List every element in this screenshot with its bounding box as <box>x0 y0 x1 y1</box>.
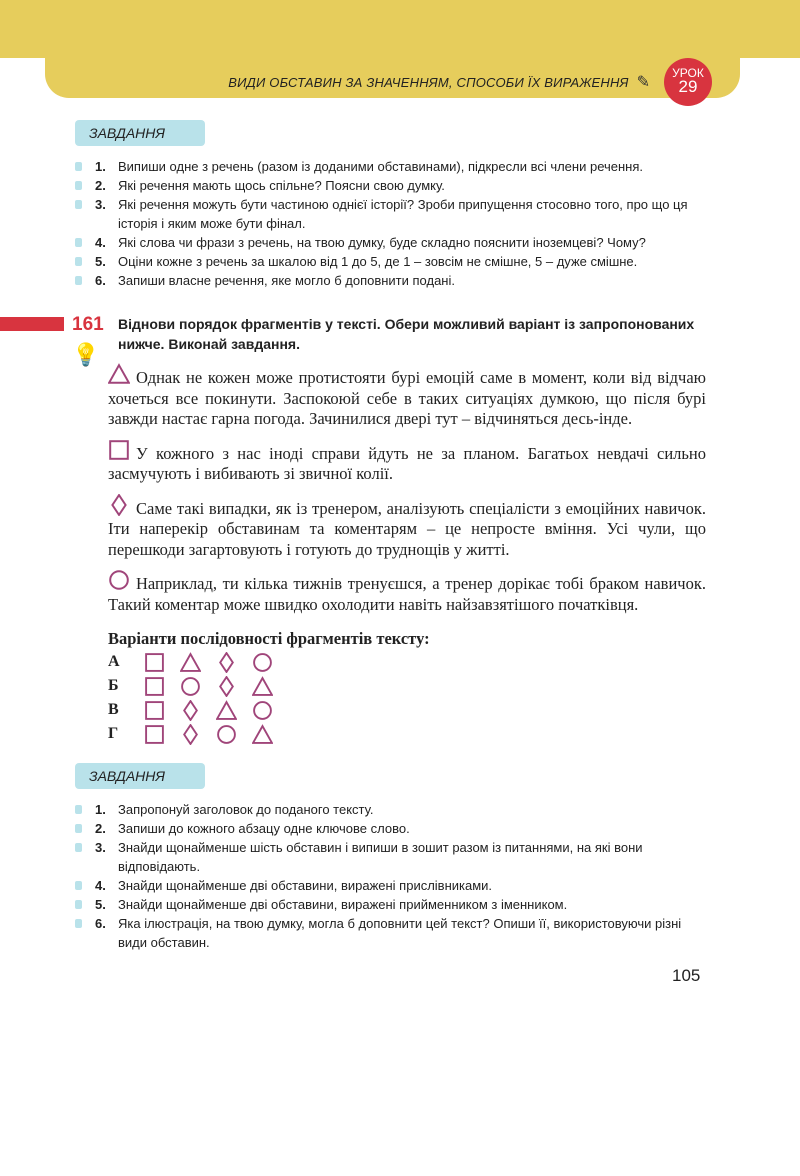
page-content <box>0 120 800 986</box>
variants <box>0 651 800 745</box>
variant-2[interactable] <box>108 675 800 697</box>
task-number: 5. <box>95 897 106 912</box>
triangle-icon <box>252 676 273 697</box>
task-number: 2. <box>95 178 106 193</box>
variant-letter: А <box>108 653 120 670</box>
task-number: 1. <box>95 159 106 174</box>
task-number: 6. <box>95 273 106 288</box>
circle-icon <box>252 700 273 721</box>
tasks-list-2 <box>75 800 707 952</box>
variant-4[interactable] <box>108 723 800 745</box>
task-item <box>75 176 707 195</box>
exercise-161 <box>0 314 800 745</box>
task-item <box>75 252 707 271</box>
task-item <box>75 800 707 819</box>
square-icon <box>144 652 165 673</box>
task-text: Запропонуй заголовок до поданого тексту. <box>118 802 374 817</box>
exercise-marker <box>0 317 64 331</box>
task-item <box>75 838 707 876</box>
variant-letter: Г <box>108 725 119 742</box>
fragment-square <box>108 439 706 485</box>
variant-letter: В <box>108 701 119 718</box>
task-text: Випиши одне з речень (разом із доданими обставинами), підкресли всі члени речення. <box>118 159 644 174</box>
task-item <box>75 195 707 233</box>
task-text: Які речення можуть бути частиною однієї історії? Зроби припущення стосовно того, про що ця історія і яким може бути фінал. <box>118 197 688 231</box>
task-number: 4. <box>95 235 106 250</box>
task-text: Оціни кожне з речень за шкалою від 1 до 5, де 1 – зовсім не смішне, 5 – дуже смішне. <box>118 254 638 269</box>
task-text: Знайди щонайменше дві обставини, виражені прислівниками. <box>118 878 493 893</box>
task-number: 3. <box>95 840 106 855</box>
variant-1[interactable] <box>108 651 800 673</box>
page-number: 105 <box>672 966 701 985</box>
task-text: Знайди щонайменше дві обставини, виражені прийменником з іменником. <box>118 897 568 912</box>
fragment-circle <box>108 569 706 615</box>
fragment-text: У кожного з нас іноді справи йдуть не за планом. Багатьох невдачі сильно засмучують і вибивають зі звичної колії. <box>108 443 706 483</box>
fragment-diamond <box>108 494 706 561</box>
lesson-badge <box>664 58 712 106</box>
triangle-icon <box>108 363 130 385</box>
task-text: Знайди щонайменше шість обставин і випиши в зошит разом із питаннями, на які вони відповідають. <box>118 840 643 874</box>
task-text: Яка ілюстрація, на твою думку, могла б доповнити цей текст? Опиши її, використовуючи різні види обставин. <box>118 916 682 950</box>
fragment-triangle <box>108 363 706 430</box>
diamond-icon <box>180 724 201 745</box>
lesson-number: 29 <box>678 77 698 96</box>
pencil-icon: ✎ <box>636 74 650 91</box>
square-icon <box>108 439 130 461</box>
triangle-icon <box>180 652 201 673</box>
fragments <box>0 363 800 615</box>
diamond-icon <box>108 494 130 516</box>
variant-letter: Б <box>108 677 119 694</box>
task-number: 1. <box>95 802 106 817</box>
triangle-icon <box>216 700 237 721</box>
task-number: 3. <box>95 197 106 212</box>
task-item <box>75 233 707 252</box>
task-text: Які речення мають щось спільне? Поясни свою думку. <box>118 178 445 193</box>
task-item <box>75 271 707 290</box>
task-number: 6. <box>95 916 106 931</box>
task-item <box>75 157 707 176</box>
square-icon <box>144 700 165 721</box>
variants-title: Варіанти послідовності фрагментів тексту: <box>108 629 430 648</box>
circle-icon <box>180 676 201 697</box>
task-item <box>75 895 707 914</box>
circle-icon <box>252 652 273 673</box>
task-number: 5. <box>95 254 106 269</box>
diamond-icon <box>216 652 237 673</box>
circle-icon <box>108 569 130 591</box>
tasks-heading-2: ЗАВДАННЯ <box>75 763 205 789</box>
variant-3[interactable] <box>108 699 800 721</box>
tasks-list <box>75 157 707 290</box>
square-icon <box>144 724 165 745</box>
task-item <box>75 876 707 895</box>
task-text: Які слова чи фрази з речень, на твою думку, буде складно пояснити іноземцеві? Чому? <box>118 235 646 250</box>
fragment-text: Наприклад, ти кілька тижнів тренуєшся, а тренер дорікає тобі браком навичок. Такий коментар може швидко охолодити навіть найзавзятішого початківця. <box>108 574 706 614</box>
tasks-heading: ЗАВДАННЯ <box>75 120 205 146</box>
square-icon <box>144 676 165 697</box>
task-number: 2. <box>95 821 106 836</box>
task-item <box>75 819 707 838</box>
fragment-text: Саме такі випадки, як із тренером, аналізують спеціалісти з емоційних навичок. Іти наперекір обставинам та коментарям – це непросте вміння. Усі чули, що перешкоди загартовують і готують до труднощів у житті. <box>108 498 706 559</box>
diamond-icon <box>216 676 237 697</box>
exercise-question: Віднови порядок фрагментів у тексті. Обери можливий варіант із запропонованих нижче. Виконай завдання. <box>118 316 695 352</box>
tasks-section-2 <box>0 763 800 952</box>
lesson-label: УРОК <box>672 66 704 80</box>
diamond-icon <box>180 700 201 721</box>
triangle-icon <box>252 724 273 745</box>
circle-icon <box>216 724 237 745</box>
task-text: Запиши до кожного абзацу одне ключове слово. <box>118 821 410 836</box>
page-title: ВИДИ ОБСТАВИН ЗА ЗНАЧЕННЯМ, СПОСОБИ ЇХ ВИРАЖЕННЯ <box>228 74 629 90</box>
header-title-row <box>150 72 650 92</box>
task-number: 4. <box>95 878 106 893</box>
task-item <box>75 914 707 952</box>
task-text: Запиши власне речення, яке могло б доповнити подані. <box>118 273 455 288</box>
exercise-number: 161 <box>72 314 104 335</box>
fragment-text: Однак не кожен може протистояти бурі емоцій саме в момент, коли від відчаю хочеться все покинути. Заспокоюй себе в таких ситуаціях думкою, що після бурі завжди настає гарна погода. Зачинилися двері тут – відчиняться десь-інде. <box>108 368 706 428</box>
lightbulb-head-icon: 💡 <box>72 342 100 367</box>
